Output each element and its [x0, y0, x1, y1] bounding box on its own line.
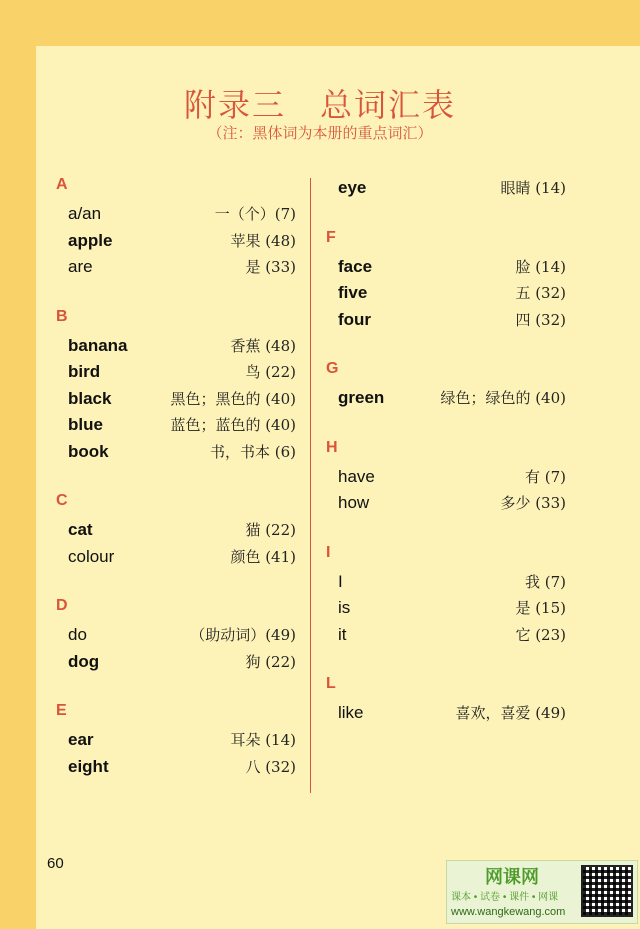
- watermark-brand: 网课网: [485, 867, 539, 887]
- chinese-meaning: 是 (15): [515, 599, 566, 617]
- chinese-meaning: 香蕉 (48): [230, 336, 296, 355]
- glossary-entry: [56, 727, 296, 754]
- glossary-entry: [56, 517, 296, 544]
- glossary-entry: [56, 359, 296, 386]
- glossary-entry: [326, 254, 566, 281]
- glossary-entry: [56, 201, 296, 228]
- glossary-column-left: [56, 175, 296, 806]
- chinese-meaning: 鸟 (22): [245, 363, 296, 381]
- section-letter: F: [326, 228, 336, 246]
- english-word: face: [338, 256, 373, 276]
- column-divider: [310, 178, 311, 793]
- glossary-section: [56, 701, 296, 780]
- section-letter: G: [326, 360, 339, 377]
- chinese-meaning: 我 (7): [524, 572, 566, 591]
- glossary-entry: [56, 544, 296, 571]
- chinese-meaning: 它 (23): [515, 625, 566, 644]
- glossary-entry: [56, 622, 296, 649]
- section-letter: D: [56, 597, 68, 614]
- watermark-url: www.wangkewang.com: [451, 906, 566, 918]
- chinese-meaning: 黑色；黑色的 (40): [170, 389, 296, 408]
- english-word: green: [338, 388, 385, 407]
- chinese-meaning: 狗 (22): [245, 652, 296, 671]
- glossary-entry: [56, 386, 296, 413]
- chinese-meaning: 绿色；绿色的 (40): [440, 389, 566, 407]
- glossary-entry: [326, 622, 566, 649]
- section-gap: [326, 517, 566, 543]
- glossary-entry: [56, 439, 296, 466]
- glossary-section: [326, 438, 566, 517]
- chinese-meaning: 有 (7): [524, 467, 566, 486]
- glossary-entry: [56, 254, 296, 281]
- chinese-meaning: 五 (32): [515, 284, 566, 302]
- page-title: 附录三 总词汇表: [183, 86, 456, 124]
- glossary-entry: [326, 307, 566, 334]
- english-word: like: [338, 703, 364, 722]
- section-gap: [326, 727, 566, 753]
- glossary-section: [56, 175, 296, 281]
- glossary-section: [326, 228, 566, 334]
- section-letter: C: [56, 492, 68, 509]
- section-gap: [326, 202, 566, 228]
- english-word: blue: [68, 415, 103, 434]
- english-word: eye: [338, 178, 367, 197]
- section-gap: [56, 570, 296, 596]
- glossary-entry: [326, 700, 566, 727]
- english-word: do: [68, 625, 87, 644]
- english-word: book: [68, 441, 109, 461]
- watermark-logo: [446, 860, 638, 924]
- section-letter: I: [326, 543, 331, 561]
- chinese-meaning: 一（个）(7): [214, 205, 296, 223]
- chinese-meaning: 喜欢，喜爱 (49): [455, 704, 566, 722]
- glossary-section: [56, 596, 296, 675]
- english-word: have: [338, 466, 375, 486]
- glossary-section: [56, 307, 296, 466]
- english-word: how: [338, 493, 370, 512]
- section-gap: [56, 780, 296, 806]
- chinese-meaning: 蓝色；蓝色的 (40): [170, 416, 296, 434]
- english-word: banana: [68, 335, 128, 355]
- english-word: is: [338, 598, 351, 617]
- page-note: （注：黑体词为本册的重点词汇）: [207, 124, 433, 142]
- section-gap: [326, 412, 566, 438]
- chinese-meaning: 书，书本 (6): [209, 442, 296, 461]
- english-word: apple: [68, 230, 113, 250]
- chinese-meaning: （助动词）(49): [190, 626, 296, 644]
- page-number: 60: [47, 855, 64, 872]
- chinese-meaning: 是 (33): [245, 258, 296, 276]
- english-word: are: [68, 257, 93, 276]
- section-gap: [56, 675, 296, 701]
- english-word: black: [68, 388, 112, 408]
- glossary-entry: [56, 754, 296, 781]
- glossary-entry: [326, 175, 566, 202]
- glossary-entry: [56, 333, 296, 360]
- glossary-section: [326, 543, 566, 649]
- section-gap: [56, 465, 296, 491]
- chinese-meaning: 眼睛 (14): [500, 179, 566, 197]
- glossary-entry: [326, 490, 566, 517]
- chinese-meaning: 四 (32): [515, 310, 566, 329]
- glossary-entry: [326, 569, 566, 596]
- english-word: I: [338, 571, 343, 591]
- glossary-entry: [56, 649, 296, 676]
- watermark-tagline: 课本 • 试卷 • 课件 • 网课: [451, 892, 559, 903]
- english-word: colour: [68, 546, 115, 566]
- section-letter: E: [56, 702, 67, 719]
- glossary-entry: [326, 280, 566, 307]
- section-letter: A: [56, 176, 68, 193]
- english-word: dog: [68, 651, 100, 671]
- glossary-entry: [326, 464, 566, 491]
- glossary-section: [56, 491, 296, 570]
- english-word: five: [338, 283, 368, 302]
- section-gap: [326, 333, 566, 359]
- glossary-column-right: [326, 175, 566, 753]
- glossary-entry: [326, 595, 566, 622]
- chinese-meaning: 脸 (14): [515, 257, 566, 276]
- glossary-section: [326, 359, 566, 412]
- glossary-entry: [56, 228, 296, 255]
- section-letter: L: [326, 675, 336, 692]
- chinese-meaning: 八 (32): [245, 757, 296, 776]
- section-gap: [326, 648, 566, 674]
- chinese-meaning: 耳朵 (14): [230, 731, 296, 749]
- english-word: cat: [68, 520, 93, 539]
- section-gap: [56, 281, 296, 307]
- glossary-section: [326, 674, 566, 727]
- english-word: eight: [68, 756, 109, 776]
- glossary-section: [326, 175, 566, 202]
- english-word: bird: [68, 362, 101, 381]
- qr-code-icon: [581, 865, 633, 917]
- english-word: it: [338, 624, 347, 644]
- english-word: four: [338, 309, 372, 329]
- chinese-meaning: 颜色 (41): [230, 547, 296, 566]
- glossary-entry: [326, 385, 566, 412]
- glossary-entry: [56, 412, 296, 439]
- chinese-meaning: 多少 (33): [500, 494, 566, 512]
- section-letter: B: [56, 307, 68, 325]
- english-word: a/an: [68, 204, 102, 223]
- chinese-meaning: 猫 (22): [245, 521, 296, 539]
- chinese-meaning: 苹果 (48): [230, 231, 296, 250]
- english-word: ear: [68, 730, 94, 749]
- section-letter: H: [326, 438, 338, 456]
